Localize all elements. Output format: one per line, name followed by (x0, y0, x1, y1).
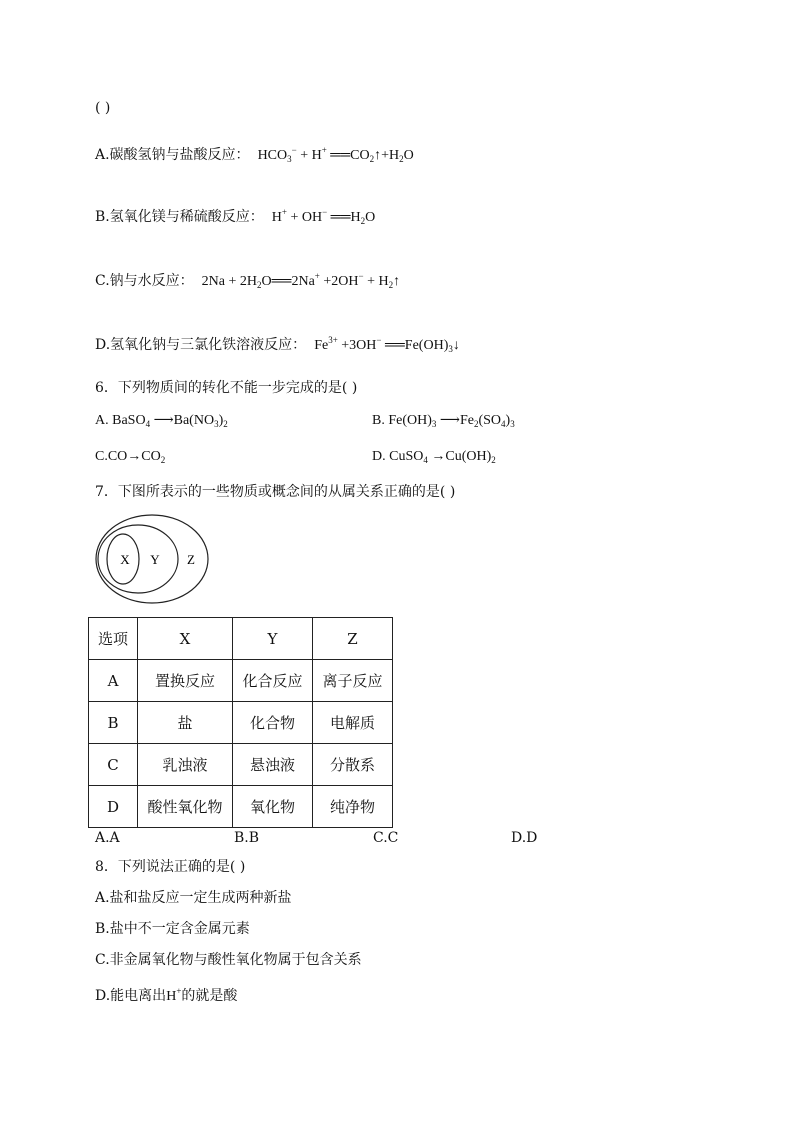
table-cell: C (89, 744, 138, 786)
header-cell: Y (233, 618, 313, 660)
option-label: A.碳酸氢钠与盐酸反应： (95, 147, 250, 163)
table-header-row (89, 618, 393, 660)
table-cell: 悬浊液 (233, 744, 313, 786)
table-cell: 离子反应 (313, 660, 393, 702)
table-cell: 电解质 (313, 702, 393, 744)
middle-ellipse-y (98, 525, 178, 593)
q7-answer-c[interactable]: C.C (373, 830, 399, 846)
table-cell: 盐 (138, 702, 233, 744)
q8-option-a[interactable]: A.盐和盐反应一定生成两种新盐 (95, 890, 292, 906)
q6-option-c[interactable]: $C.CO\to CO_2$ (95, 449, 166, 465)
table-row (89, 702, 393, 744)
table-cell: 酸性氧化物 (138, 786, 233, 828)
q7-answer-d[interactable]: D.D (511, 830, 538, 846)
q5-option-d[interactable] (95, 330, 460, 359)
q8-option-b[interactable]: B.盐中不一定含金属元素 (95, 921, 250, 937)
header-cell: X (138, 618, 233, 660)
q6-option-b[interactable]: B. $Fe(OH)_3$ $⟶Fe_2(SO_4)_3$ (372, 413, 515, 429)
table-cell: 分散系 (313, 744, 393, 786)
q8-option-d[interactable] (95, 981, 237, 1007)
q7-table (88, 617, 393, 828)
q8-stem: 8．下列说法正确的是( ) (95, 859, 246, 875)
table-cell: 氧化物 (233, 786, 313, 828)
q8-option-c[interactable]: C.非金属氧化物与酸性氧化物属于包含关系 (95, 952, 362, 968)
q5-option-a[interactable] (95, 140, 414, 169)
q7-stem: 7．下图所表示的一些物质或概念间的从属关系正确的是( ) (95, 484, 456, 500)
q7-answer-a[interactable]: A.A (95, 830, 120, 846)
q6-option-a[interactable]: A. BaSO$_4$ $⟶Ba(NO_3)_2$ (95, 413, 228, 429)
ionic-equation: H+ + OH− $══H_2O$ (271, 207, 376, 226)
q5-option-c[interactable] (95, 266, 400, 295)
header-cell: Z (313, 618, 393, 660)
option-d-prefix: D.能电离出 (95, 988, 167, 1004)
label-z: Z (187, 552, 195, 567)
table-cell: 乳浊液 (138, 744, 233, 786)
header-cell: 选项 (89, 618, 138, 660)
q6-stem: 6．下列物质间的转化不能一步完成的是( ) (95, 380, 358, 396)
option-label: C.钠与水反应： (95, 273, 194, 289)
q6-option-d[interactable]: D. CuSO$_4$ $\to Cu(OH)_2$ (372, 449, 496, 465)
q5-option-b[interactable] (95, 202, 375, 231)
label-y: Y (150, 552, 160, 567)
option-d-suffix: 的就是酸 (181, 988, 238, 1004)
nested-ellipse-diagram (95, 513, 215, 605)
q7-answer-b[interactable]: B.B (234, 830, 260, 846)
table-cell: 化合物 (233, 702, 313, 744)
table-cell: B (89, 702, 138, 744)
ionic-equation: $HCO_3^- + H^+$ $══CO_2↑+H_2O$ (257, 145, 414, 164)
table-row (89, 744, 393, 786)
table-cell: 化合反应 (233, 660, 313, 702)
table-row (89, 786, 393, 828)
ionic-equation: $Fe^{3+} +3OH^-$ $══Fe(OH)_3↓$ (314, 335, 460, 354)
label-x: X (120, 552, 130, 567)
table-cell: 置换反应 (138, 660, 233, 702)
ionic-equation: $2Na + 2H_2O══2Na^+ +2OH^-$ + $H_2↑$ (201, 271, 401, 290)
table-cell: A (89, 660, 138, 702)
q5-paren: ( ) (95, 100, 111, 116)
option-label: B.氢氧化镁与稀硫酸反应： (95, 209, 264, 225)
hydrogen-ion: H+ (166, 986, 182, 1004)
table-row (89, 660, 393, 702)
table-cell: 纯净物 (313, 786, 393, 828)
table-cell: D (89, 786, 138, 828)
option-label: D.氢氧化钠与三氯化铁溶液反应： (95, 337, 307, 353)
